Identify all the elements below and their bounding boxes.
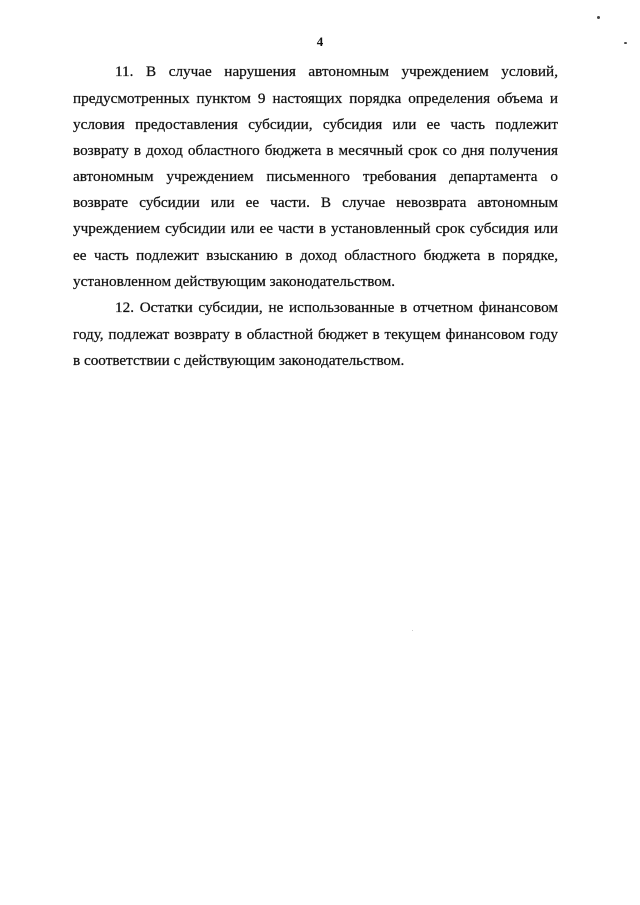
page-number: 4 bbox=[316, 34, 324, 49]
scan-speck bbox=[597, 16, 600, 19]
paragraph-line: условия предоставления субсидии, субсидия или ее часть подлежит bbox=[73, 116, 558, 133]
paragraph-line: ее часть подлежит взысканию в доход областного бюджета в порядке, bbox=[73, 247, 558, 264]
paragraph-line: предусмотренных пунктом 9 настоящих порядка определения объема и bbox=[73, 90, 558, 107]
paragraph-line: учреждением субсидии или ее части в установленный срок субсидия или bbox=[73, 220, 558, 237]
paragraph-line: году, подлежат возврату в областной бюджет в текущем финансовом году bbox=[73, 326, 558, 343]
scan-speck bbox=[624, 42, 627, 44]
paragraph-line: 11. В случае нарушения автономным учреждением условий, bbox=[115, 63, 558, 80]
paragraph-line: возврате субсидии или ее части. В случае невозврата автономным bbox=[73, 194, 558, 211]
paragraph-line: установленном действующим законодательством. bbox=[73, 273, 396, 290]
scan-speck bbox=[412, 630, 413, 631]
paragraph-line: автономным учреждением письменного требования департамента о bbox=[73, 168, 558, 185]
paragraph-line: в соответствии с действующим законодательством. bbox=[73, 352, 405, 369]
paragraph-line: возврату в доход областного бюджета в месячный срок со дня получения bbox=[73, 142, 558, 159]
paragraph-line: 12. Остатки субсидии, не использованные в отчетном финансовом bbox=[115, 299, 558, 316]
